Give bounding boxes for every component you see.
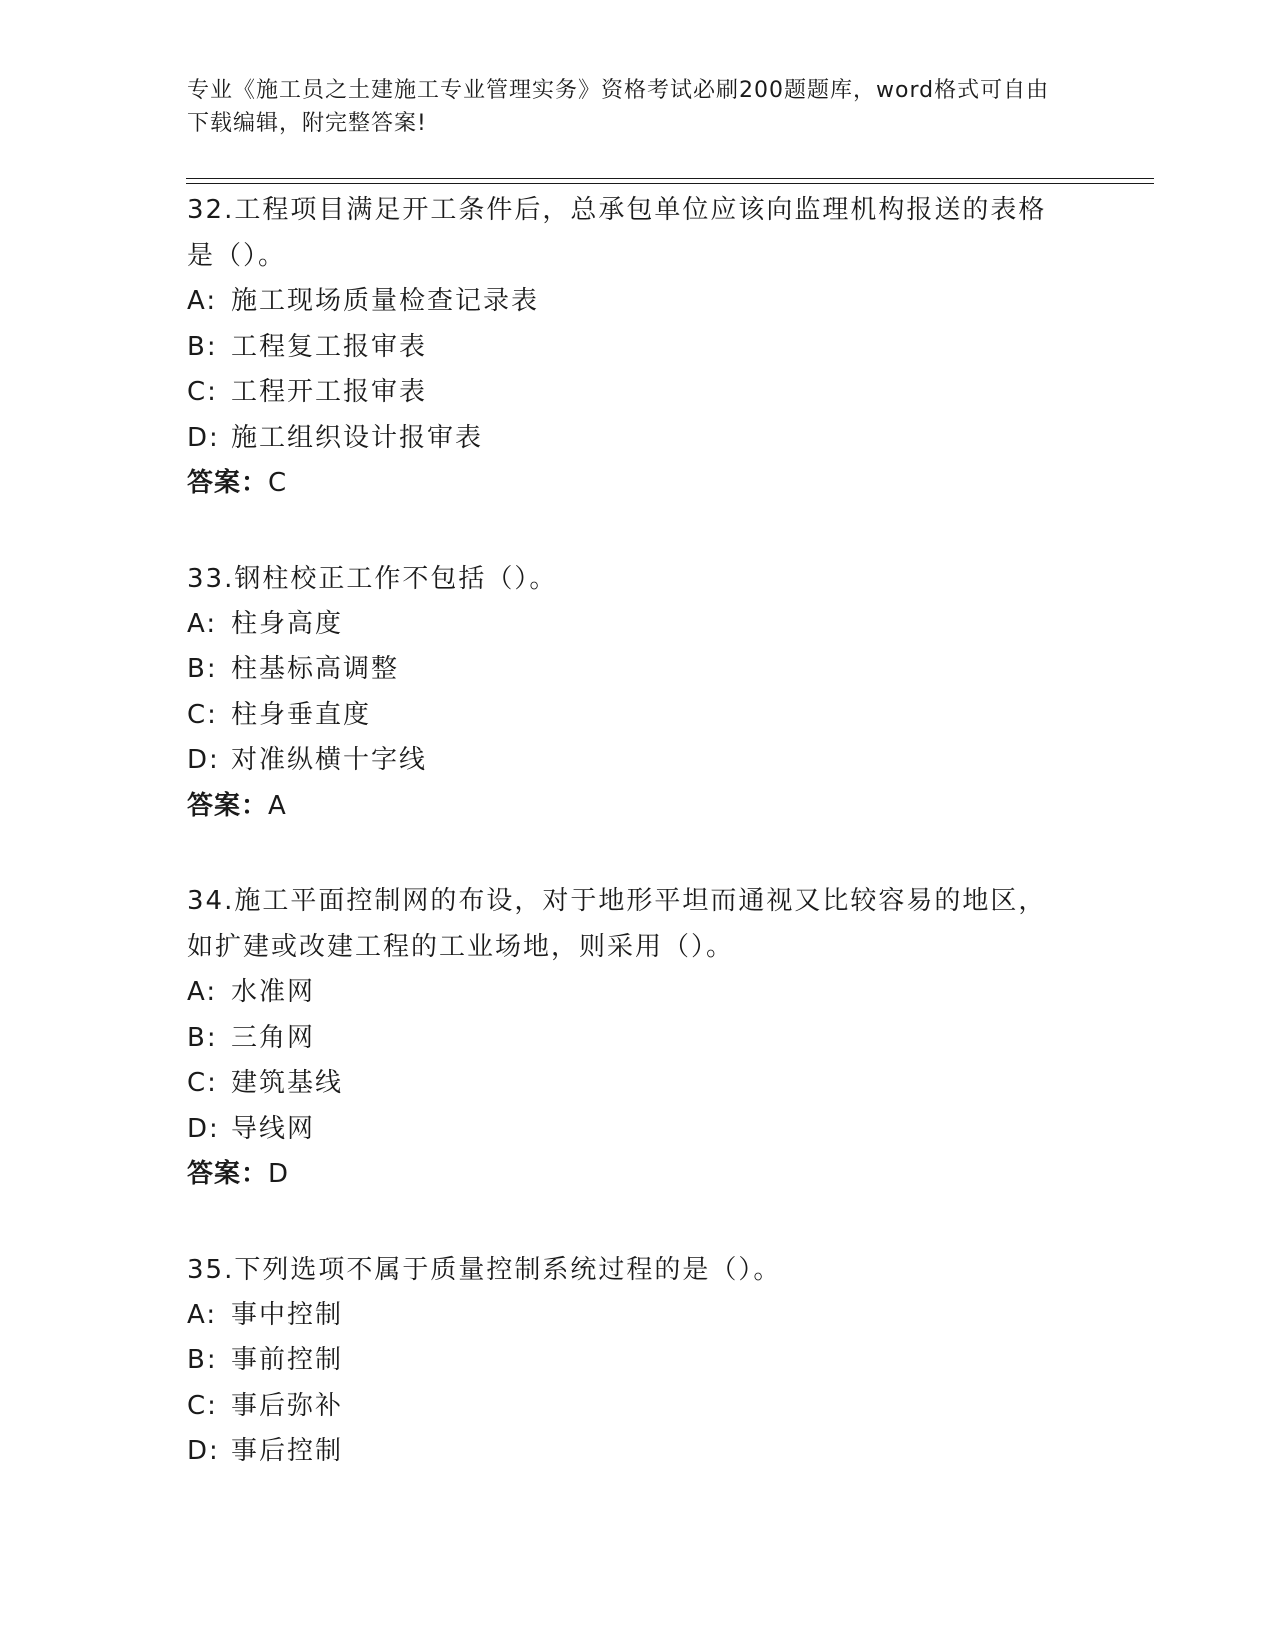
question-list [187, 187, 1087, 1524]
option-text: 事前控制 [231, 1345, 344, 1375]
option-text: 导线网 [231, 1113, 316, 1144]
option-text: 三角网 [231, 1022, 316, 1053]
option-text: 事中控制 [231, 1299, 344, 1330]
question-stem: 32.工程项目满足开工条件后，总承包单位应该向监理机构报送的表格是（）。 [187, 195, 1047, 271]
option-c [187, 1384, 1087, 1430]
option-letter: A: [187, 977, 218, 1007]
question-32 [187, 187, 1087, 507]
question-stem: 35.下列选项不属于质量控制系统过程的是（）。 [187, 1254, 782, 1285]
answer-line [187, 461, 1087, 507]
option-text: 建筑基线 [231, 1068, 344, 1098]
option-a [187, 970, 1087, 1016]
option-d [187, 1429, 1087, 1475]
option-letter: A: [187, 286, 218, 316]
option-c [187, 370, 1087, 416]
option-text: 事后弥补 [231, 1390, 344, 1421]
document-header: 专业《施工员之土建施工专业管理实务》资格考试必刷200题题库，word格式可自由下载编辑，附完整答案! [187, 78, 1050, 136]
option-a [187, 602, 1087, 648]
question-stem: 33.钢柱校正工作不包括（）。 [187, 563, 558, 594]
option-letter: C: [187, 1068, 218, 1098]
option-c [187, 1061, 1087, 1107]
option-a [187, 1293, 1087, 1339]
option-letter: B: [187, 654, 218, 684]
option-text: 柱身高度 [231, 608, 344, 639]
option-b [187, 647, 1087, 693]
option-b [187, 1338, 1087, 1384]
question-34 [187, 878, 1087, 1198]
answer-label: 答案： [187, 790, 269, 821]
option-text: 工程开工报审表 [231, 377, 428, 407]
option-d [187, 738, 1087, 784]
header-rule-thin [186, 178, 1154, 179]
option-text: 工程复工报审表 [231, 331, 428, 362]
option-text: 对准纵横十字线 [231, 745, 428, 775]
question-stem: 34.施工平面控制网的布设，对于地形平坦而通视又比较容易的地区，如扩建或改建工程的工业场地，则采用（）。 [187, 886, 1047, 962]
answer-value: A [268, 790, 287, 821]
answer-label: 答案： [187, 468, 269, 498]
option-letter: A: [187, 1299, 218, 1330]
option-text: 施工现场质量检查记录表 [231, 286, 540, 316]
option-letter: C: [187, 1390, 218, 1421]
option-letter: D: [187, 745, 220, 775]
answer-value: D [268, 1159, 290, 1189]
option-letter: A: [187, 608, 218, 639]
answer-line [187, 1152, 1087, 1198]
question-35 [187, 1247, 1087, 1475]
option-text: 柱基标高调整 [231, 654, 400, 684]
option-letter: D: [187, 1436, 220, 1466]
question-33 [187, 556, 1087, 830]
option-letter: C: [187, 377, 218, 407]
option-a [187, 279, 1087, 325]
answer-line [187, 784, 1087, 830]
header-rule-thick [186, 183, 1154, 184]
option-letter: D: [187, 422, 220, 453]
option-b [187, 325, 1087, 371]
option-c [187, 693, 1087, 739]
option-letter: B: [187, 1345, 218, 1375]
option-d [187, 416, 1087, 462]
option-d [187, 1107, 1087, 1153]
option-text: 水准网 [231, 977, 316, 1007]
option-text: 柱身垂直度 [231, 699, 372, 730]
option-text: 事后控制 [231, 1436, 344, 1466]
answer-value: C [268, 468, 288, 498]
option-b [187, 1016, 1087, 1062]
option-letter: D: [187, 1113, 220, 1144]
answer-label: 答案： [187, 1159, 269, 1189]
option-text: 施工组织设计报审表 [231, 422, 484, 453]
option-letter: B: [187, 331, 218, 362]
option-letter: B: [187, 1022, 218, 1053]
option-letter: C: [187, 699, 218, 730]
